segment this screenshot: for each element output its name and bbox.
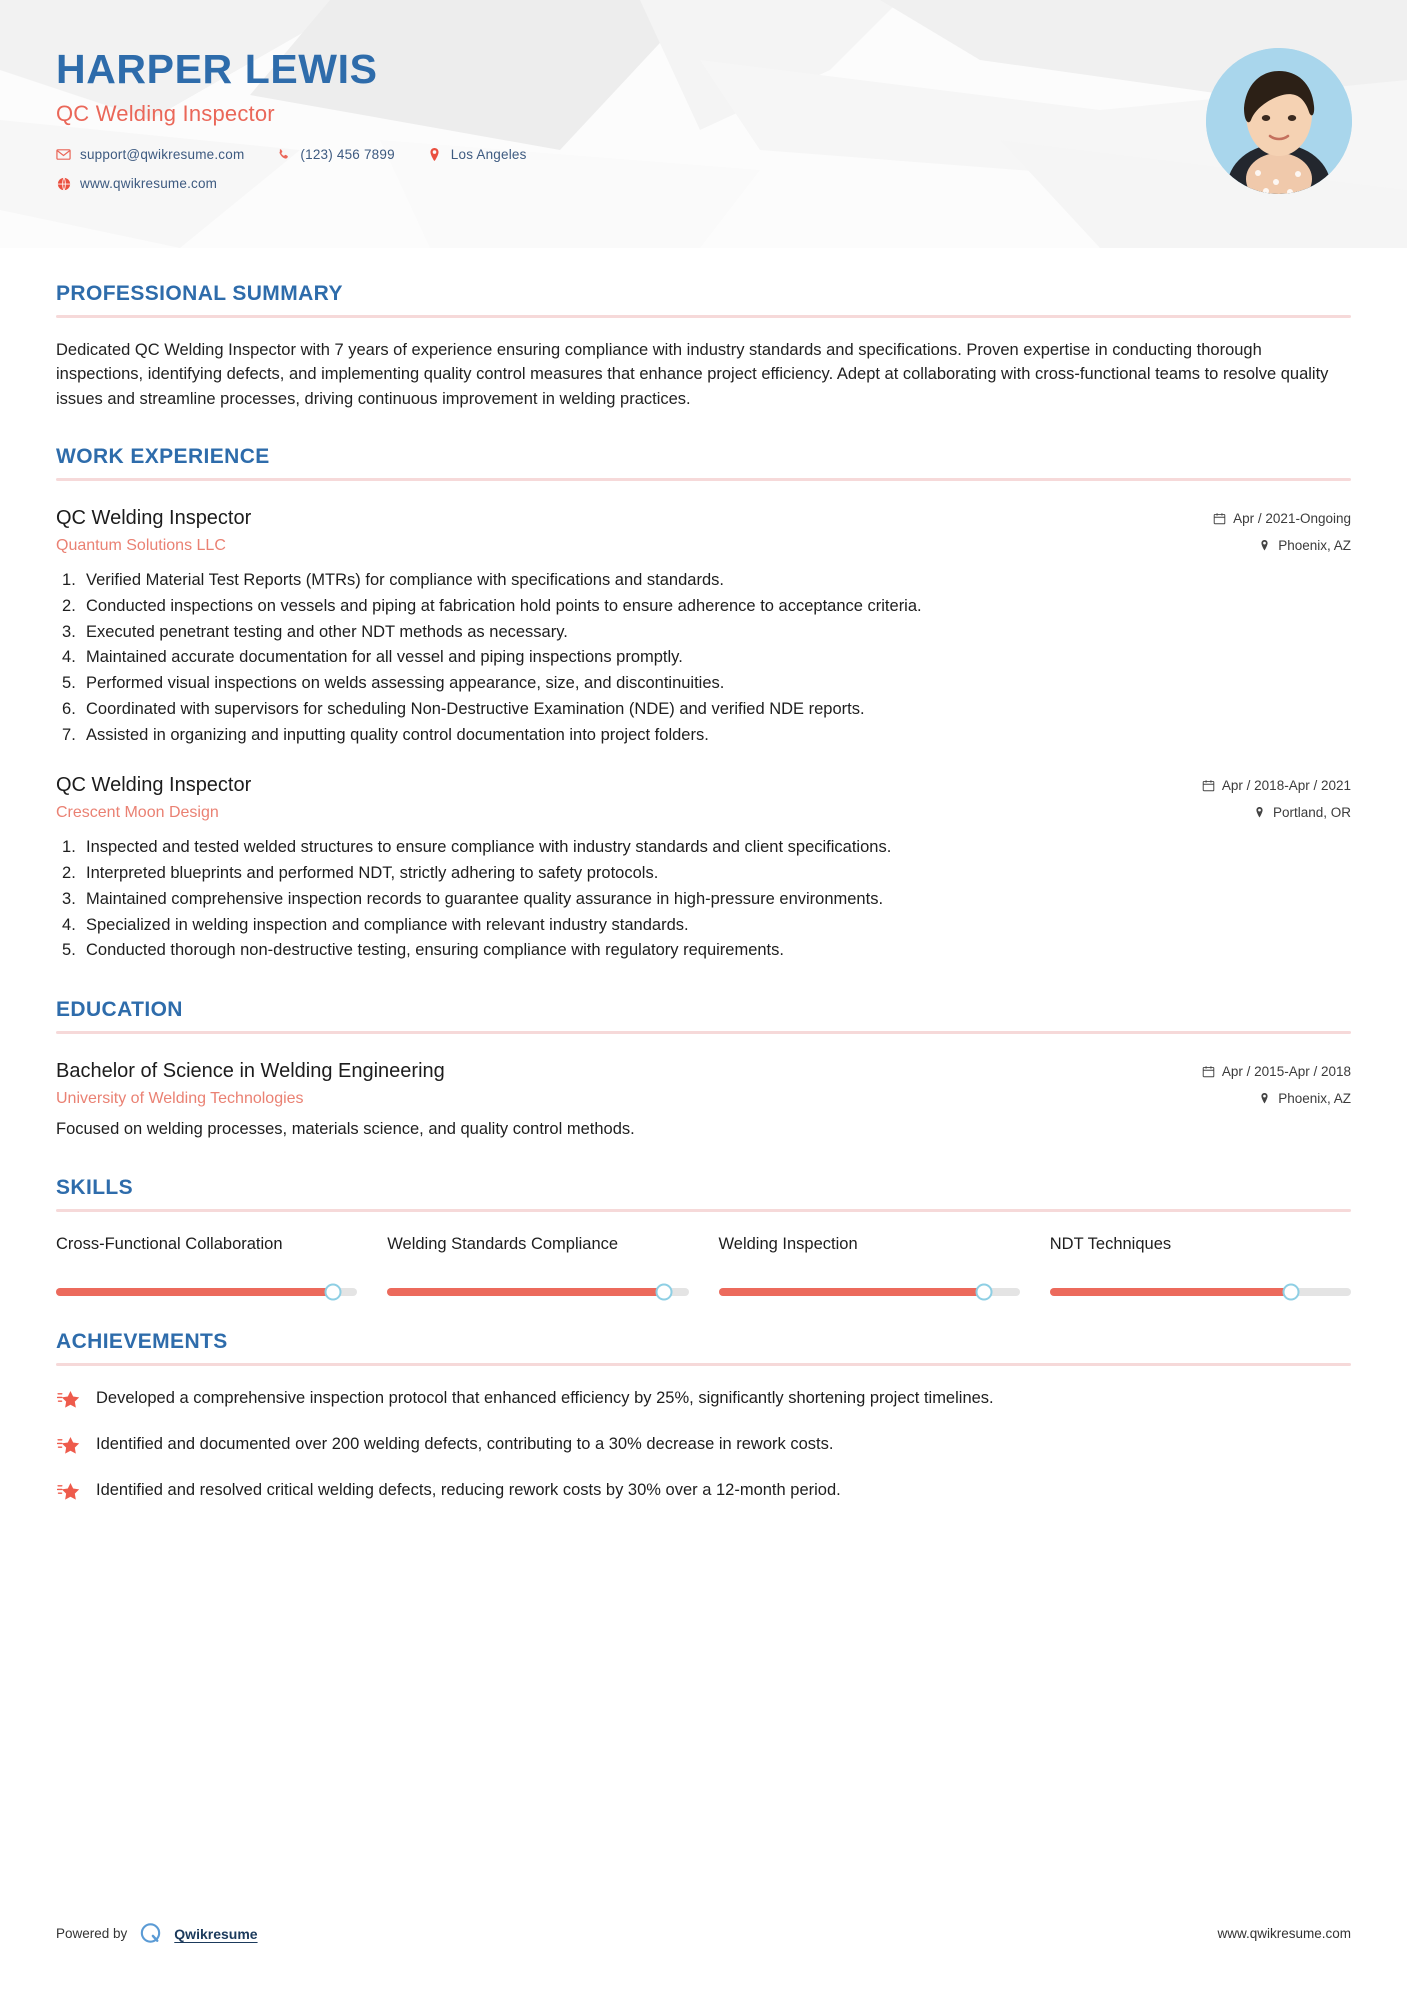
entry-header	[56, 1060, 1351, 1108]
resume-body	[0, 282, 1407, 1506]
skill-bar-wrap	[56, 1288, 357, 1296]
section-skills	[56, 1176, 1351, 1296]
calendar-icon	[1202, 1065, 1215, 1078]
achievement-item	[56, 1478, 1351, 1506]
brand-link[interactable]: Qwikresume	[174, 1925, 258, 1942]
skill-progress-fill	[1050, 1288, 1291, 1296]
location-pin-icon	[1258, 539, 1271, 552]
section-education	[56, 998, 1351, 1142]
contact-website[interactable]	[56, 176, 217, 191]
job-title: QC Welding Inspector	[56, 507, 252, 530]
achievement-item	[56, 1432, 1351, 1460]
entry-location-text: Portland, OR	[1272, 805, 1351, 821]
footer-website[interactable]: www.qwikresume.com	[1217, 1926, 1351, 1941]
skill-progress-fill	[387, 1288, 664, 1296]
list-item: Executed penetrant testing and other NDT methods as necessary.	[86, 622, 568, 641]
skill-bar-wrap	[719, 1288, 1020, 1296]
experience-entry	[56, 774, 1351, 964]
education-description: Focused on welding processes, materials science, and quality control methods.	[56, 1120, 635, 1139]
achievement-text: Identified and documented over 200 welding defects, contributing to a 30% decrease in rework costs.	[96, 1434, 834, 1453]
skill-progress-track[interactable]	[56, 1288, 357, 1296]
location-pin-icon	[1258, 1092, 1271, 1105]
contact-email-text: support@qwikresume.com	[80, 147, 245, 163]
calendar-icon	[1202, 779, 1215, 792]
qwikresume-logo-icon	[138, 1921, 163, 1946]
contact-row-primary	[56, 147, 1407, 162]
entry-location-text: Phoenix, AZ	[1278, 1091, 1351, 1107]
section-divider	[56, 315, 1351, 318]
list-item: Maintained accurate documentation for all vessel and piping inspections promptly.	[86, 648, 683, 667]
envelope-icon	[56, 147, 71, 162]
contact-email[interactable]	[56, 147, 244, 162]
skill-progress-fill	[719, 1288, 984, 1296]
skill-label: Cross-Functional Collaboration	[56, 1234, 283, 1253]
skill-progress-track[interactable]	[719, 1288, 1020, 1296]
entry-location	[1213, 538, 1351, 553]
job-title: QC Welding Inspector	[56, 774, 252, 797]
entry-dates-text: Apr / 2021-Ongoing	[1233, 511, 1351, 527]
institution-name: University of Welding Technologies	[56, 1090, 304, 1108]
education-entry	[56, 1060, 1351, 1142]
contact-phone-text: (123) 456 7899	[300, 147, 395, 163]
section-divider	[56, 1209, 1351, 1212]
entry-meta	[1213, 507, 1351, 553]
section-divider	[56, 478, 1351, 481]
footer-branding	[56, 1921, 258, 1946]
entry-header	[56, 507, 1351, 555]
phone-icon	[276, 147, 291, 162]
section-professional-summary	[56, 282, 1351, 411]
star-icon	[56, 1480, 82, 1506]
section-work-experience	[56, 445, 1351, 964]
calendar-icon	[1213, 512, 1226, 525]
entry-left	[56, 507, 1213, 555]
responsibility-list	[56, 568, 1351, 748]
company-name: Crescent Moon Design	[56, 804, 219, 822]
skill-progress-track[interactable]	[1050, 1288, 1351, 1296]
page-title: HARPER LEWIS	[56, 46, 378, 92]
skill-progress-knob[interactable]	[1282, 1283, 1299, 1300]
responsibility-list	[56, 835, 1351, 964]
skill-progress-knob[interactable]	[325, 1283, 342, 1300]
skill-item	[719, 1234, 1020, 1296]
globe-icon	[56, 176, 71, 191]
list-item: Verified Material Test Reports (MTRs) for compliance with specifications and standards.	[86, 571, 724, 590]
skill-label: Welding Standards Compliance	[387, 1234, 619, 1253]
section-divider	[56, 1363, 1351, 1366]
skill-bar-wrap	[1050, 1288, 1351, 1296]
entry-left	[56, 1060, 1202, 1108]
contact-phone[interactable]	[276, 147, 394, 162]
avatar	[1206, 48, 1352, 194]
entry-dates	[1213, 511, 1351, 526]
skill-progress-fill	[56, 1288, 333, 1296]
page-footer	[0, 1921, 1407, 1946]
skill-label: Welding Inspection	[718, 1234, 858, 1253]
entry-dates	[1202, 1064, 1351, 1079]
section-title-experience: WORK EXPERIENCE	[56, 445, 270, 469]
achievement-item	[56, 1386, 1351, 1414]
avatar-illustration	[1206, 48, 1352, 194]
skill-progress-knob[interactable]	[975, 1283, 992, 1300]
entry-header	[56, 774, 1351, 822]
list-item: Assisted in organizing and inputting quality control documentation into project folders.	[86, 725, 709, 744]
achievements-list	[56, 1386, 1351, 1506]
section-achievements	[56, 1330, 1351, 1506]
list-item: Conducted thorough non-destructive testing, ensuring compliance with regulatory requirements.	[86, 941, 784, 960]
skill-progress-track[interactable]	[387, 1288, 688, 1296]
resume-header	[0, 0, 1407, 248]
achievement-text: Identified and resolved critical welding defects, reducing rework costs by 30% over a 12-month period.	[96, 1480, 841, 1499]
entry-meta	[1202, 774, 1351, 820]
entry-dates	[1202, 778, 1351, 793]
skill-item	[387, 1234, 688, 1296]
entry-location-text: Phoenix, AZ	[1278, 538, 1351, 554]
entry-dates-text: Apr / 2015-Apr / 2018	[1221, 1064, 1351, 1080]
contact-location	[427, 147, 527, 162]
section-title-summary: PROFESSIONAL SUMMARY	[56, 282, 343, 305]
skill-bar-wrap	[387, 1288, 688, 1296]
job-role-subtitle: QC Welding Inspector	[56, 101, 275, 127]
section-divider	[56, 1031, 1351, 1034]
degree-title: Bachelor of Science in Welding Engineering	[56, 1060, 445, 1083]
entry-location	[1202, 1091, 1351, 1106]
list-item: Coordinated with supervisors for scheduling Non-Destructive Examination (NDE) and verified NDE reports.	[86, 699, 865, 718]
contact-row-secondary	[56, 176, 1407, 191]
map-pin-icon	[427, 147, 442, 162]
location-pin-icon	[1253, 806, 1266, 819]
contact-website-text: www.qwikresume.com	[80, 176, 218, 192]
entry-dates-text: Apr / 2018-Apr / 2021	[1221, 778, 1351, 794]
powered-by-label: Powered by	[56, 1926, 128, 1941]
entry-left	[56, 774, 1202, 822]
company-name: Quantum Solutions LLC	[56, 537, 226, 555]
star-icon	[56, 1388, 82, 1414]
list-item: Inspected and tested welded structures to ensure compliance with industry standards and client specifications.	[86, 838, 892, 857]
list-item: Maintained comprehensive inspection records to guarantee quality assurance in high-pressure environments.	[86, 889, 884, 908]
experience-entry	[56, 507, 1351, 748]
summary-text: Dedicated QC Welding Inspector with 7 years of experience ensuring compliance with industry standards and specifications. Proven expertise in conducting thorough inspections, identifying defects, and implementing quality control measures that enhance project efficiency. Adept at collaborating with cross-functional teams to resolve quality issues and streamline processes, driving continuous improvement in welding practices.	[56, 341, 1329, 408]
skill-progress-knob[interactable]	[656, 1283, 673, 1300]
entry-location	[1202, 805, 1351, 820]
list-item: Performed visual inspections on welds assessing appearance, size, and discontinuities.	[86, 674, 725, 693]
section-title-achievements: ACHIEVEMENTS	[56, 1329, 228, 1353]
list-item: Interpreted blueprints and performed NDT, strictly adhering to safety protocols.	[86, 864, 659, 883]
achievement-text: Developed a comprehensive inspection protocol that enhanced efficiency by 25%, significantly shortening project timelines.	[96, 1388, 994, 1407]
skill-label: NDT Techniques	[1049, 1234, 1172, 1253]
list-item: Conducted inspections on vessels and piping at fabrication hold points to ensure adherence to acceptance criteria.	[86, 596, 922, 615]
section-title-skills: SKILLS	[56, 1175, 134, 1199]
contact-location-text: Los Angeles	[450, 147, 527, 163]
star-icon	[56, 1434, 82, 1460]
entry-meta	[1202, 1060, 1351, 1106]
section-title-education: EDUCATION	[56, 998, 183, 1022]
list-item: Specialized in welding inspection and compliance with relevant industry standards.	[86, 915, 689, 934]
skills-grid	[56, 1234, 1351, 1296]
skill-item	[1050, 1234, 1351, 1296]
skill-item	[56, 1234, 357, 1296]
